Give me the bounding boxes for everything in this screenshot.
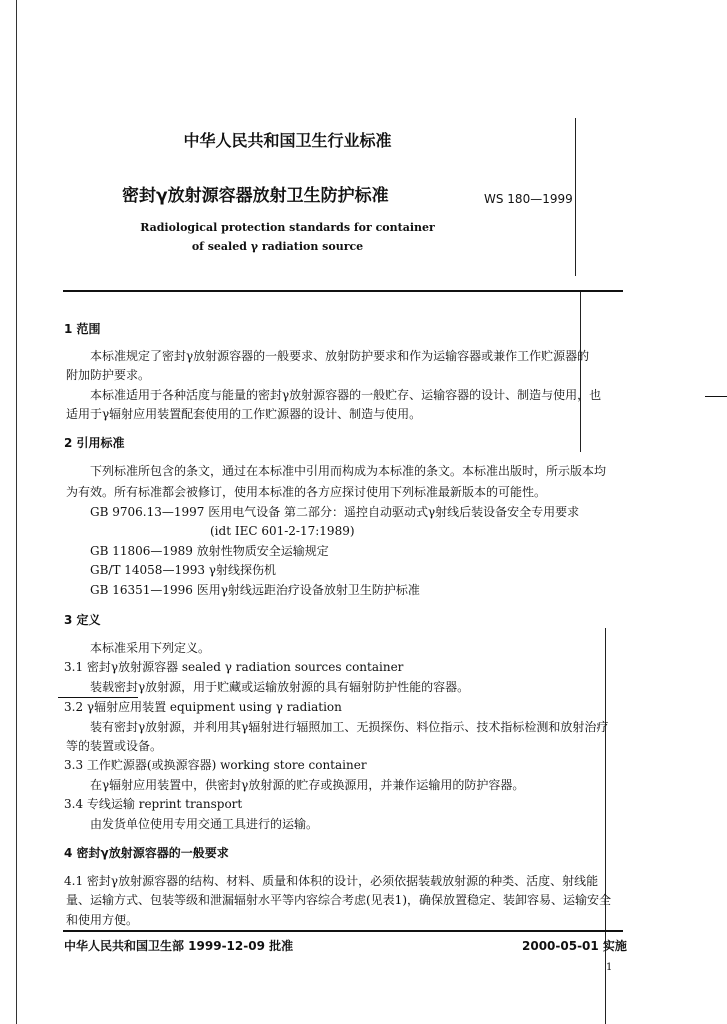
english-title-line-1: Radiological protection standards for container (140, 221, 435, 234)
reference-item: (idt IEC 601-2-17:1989) (210, 524, 355, 538)
header-rule (63, 290, 623, 292)
definition-3-2-title: 3.2 γ辐射应用装置 equipment using γ radiation (64, 700, 342, 714)
clause-4-1-line-2: 量、运输方式、包装等级和泄漏辐射水平等内容综合考虑(见表1)，确保放置稳定、装卸容易、运输安全 (66, 893, 612, 907)
reference-item: GB 9706.13—1997 医用电气设备 第二部分：遥控自动驱动式γ射线后装设备安全专用要求 (90, 505, 580, 519)
section-1-para-1-line-2: 附加防护要求。 (66, 368, 151, 382)
english-title-line-2: of sealed γ radiation source (191, 240, 364, 253)
definition-3-2-text-line-1: 装有密封γ放射源，并利用其γ辐射进行辐照加工、无损探伤、料位指示、技术指标检测和放射治疗 (90, 720, 609, 734)
scan-tick-right (705, 396, 727, 397)
section-1-para-2-line-2: 适用于γ辐射应用装置配套使用的工作贮源器的设计、制造与使用。 (66, 407, 422, 421)
reference-item: GB/T 14058—1993 γ射线探伤机 (90, 563, 276, 577)
definition-3-1-title: 3.1 密封γ放射源容器 sealed γ radiation sources container (64, 660, 404, 674)
section-1-heading: 1 范围 (64, 322, 101, 336)
section-3-heading: 3 定义 (64, 613, 101, 627)
approval-line: 中华人民共和国卫生部 1999-12-09 批准 (64, 939, 294, 953)
scan-edge-line-left (16, 0, 17, 1024)
document-title: 密封γ放射源容器放射卫生防护标准 (122, 186, 389, 206)
section-4-heading: 4 密封γ放射源容器的一般要求 (64, 846, 229, 860)
section-2-para-line-1: 下列标准所包含的条文，通过在本标准中引用而构成为本标准的条文。本标准出版时，所示版本均 (90, 464, 607, 478)
section-2-heading: 2 引用标准 (64, 436, 125, 450)
definition-3-4-text: 由发货单位使用专用交通工具进行的运输。 (90, 817, 319, 831)
reference-item: GB 11806—1989 放射性物质安全运输规定 (90, 544, 329, 558)
definition-3-3-text: 在γ辐射应用装置中，供密封γ放射源的贮存或换源用，并兼作运输用的防护容器。 (90, 778, 525, 792)
scan-line-mid (580, 292, 581, 452)
page-number: 1 (606, 962, 613, 973)
clause-4-1-line-1: 4.1 密封γ放射源容器的结构、材料、质量和体积的设计，必须依据装载放射源的种类、活度、射线能 (64, 874, 599, 888)
clause-4-1-line-3: 和使用方便。 (66, 913, 139, 927)
definition-3-1-text: 装载密封γ放射源，用于贮藏或运输放射源的具有辐射防护性能的容器。 (90, 680, 470, 694)
footer-rule (63, 930, 623, 932)
reference-item: GB 16351—1996 医用γ射线远距治疗设备放射卫生防护标准 (90, 583, 420, 597)
section-2-para-line-2: 为有效。所有标准都会被修订，使用本标准的各方应探讨使用下列标准最新版本的可能性。 (66, 485, 547, 499)
section-1-para-1-line-1: 本标准规定了密封γ放射源容器的一般要求、放射防护要求和作为运输容器或兼作工作贮源器的 (90, 349, 590, 363)
definition-3-2-text-line-2: 等的装置或设备。 (66, 739, 163, 753)
section-1-para-2-line-1: 本标准适用于各种活度与能量的密封γ放射源容器的一般贮存、运输容器的设计、制造与使用，也 (90, 388, 602, 402)
definition-3-3-title: 3.3 工作贮源器(或换源容器) working store container (64, 758, 367, 772)
section-3-intro: 本标准采用下列定义。 (90, 641, 211, 655)
standard-code: WS 180—1999 (484, 192, 573, 206)
org-title: 中华人民共和国卫生行业标准 (183, 131, 392, 150)
definition-3-4-title: 3.4 专线运输 reprint transport (64, 797, 243, 811)
implementation-date: 2000-05-01 实施 (522, 939, 627, 953)
scan-line-top (575, 118, 576, 276)
